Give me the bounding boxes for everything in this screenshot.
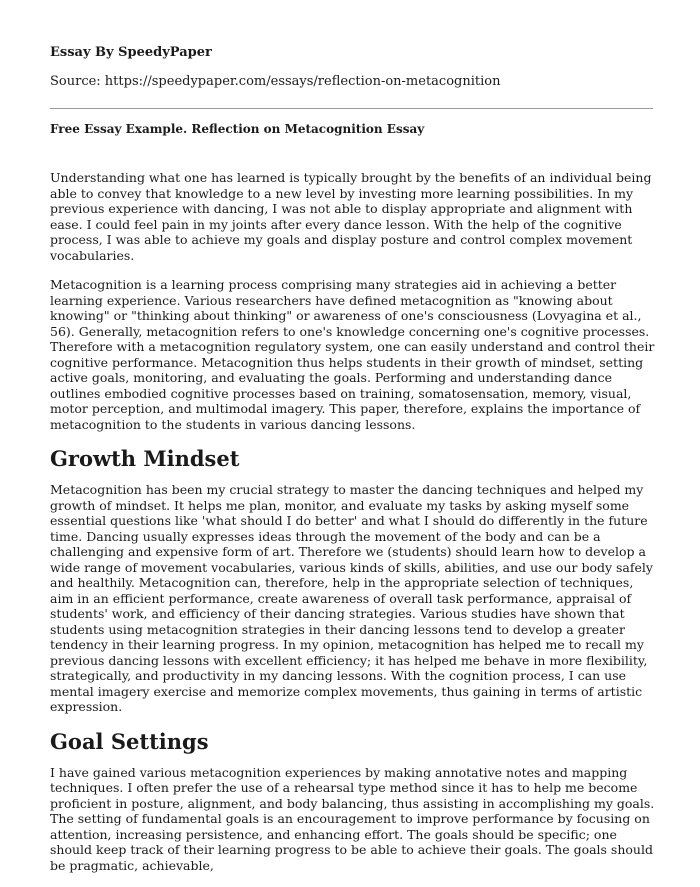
section-heading-goal-settings: Goal Settings [50,728,209,754]
intro-paragraph-2: Metacognition is a learning process comprising many strategies aid in achieving a better learning experience. Various researchers have defined metacognition as "knowing about knowing" or "thinking about thinking" or awareness of one's consciousness (Lovyagina et al., 56). Generally, metacognition refers to one's knowledge concerning one's cognitive processes. Therefore with a metacognition regulatory system, one can easily understand and control their cognitive performance. Metacognition thus helps students in their growth of mindset, setting active goals, monitoring, and evaluating the goals. Performing and understanding dance outlines embodied cognitive processes based on training, somatosensation, memory, visual, motor perception, and multimodal imagery. This paper, therefore, explains the importance of metacognition to the students in various dancing lessons. [50,277,655,432]
essay-title: Free Essay Example. Reflection on Metacognition Essay [50,122,425,136]
intro-paragraph-1: Understanding what one has learned is typically brought by the benefits of an individual being able to convey that knowledge to a new level by investing more learning possibilities. In my previous experience with dancing, I was not able to display appropriate and alignment with ease. I could feel pain in my joints after every dance lesson. With the help of the cognitive process, I was able to achieve my goals and display posture and control complex movement vocabularies. [50,170,652,263]
source-url: Source: https://speedypaper.com/essays/reflection-on-metacognition [50,74,501,89]
essay-body [50,170,656,887]
section-heading-growth-mindset: Growth Mindset [50,446,240,471]
growth-mindset-paragraph: Metacognition has been my crucial strategy to master the dancing techniques and helped my growth of mindset. It helps me plan, monitor, and evaluate my tasks by asking myself some essential questions like 'what should I do better' and what I should do differently in the future time. Dancing usually expresses ideas through the movement of the body and can be a challenging and expensive form of art. Therefore we (students) should learn how to develop a wide range of movement vocabularies, various kinds of skills, abilities, and use our body safely and healthily. Metacognition can, therefore, help in the appropriate selection of techniques, aim in an efficient performance, create awareness of overall task performance, appraisal of students' work, and efficiency of their dancing strategies. Various studies have shown that students using metacognition strategies in their dancing lessons tend to develop a greater tendency in their learning progress. In my opinion, metacognition has helped me to recall my previous dancing lessons with excellent efficiency; it has helped me behave in more flexibility, strategically, and productivity in my dancing lessons. With the cognition process, I can use mental imagery exercise and memorize complex movements, thus gaining in terms of artistic expression. [50,482,653,714]
goal-settings-paragraph: I have gained various metacognition experiences by making annotative notes and mapping techniques. I often prefer the use of a rehearsal type method since it has to help me become proficient in posture, alignment, and body balancing, thus assisting in accomplishing my goals. The setting of fundamental goals is an encouragement to improve performance by focusing on attention, increasing persistence, and enhancing effort. The goals should be specific; one should keep track of their learning progress to be able to achieve their goals. The goals should be pragmatic, achievable, [50,764,655,873]
header-divider [50,108,653,109]
publisher-title: Essay By SpeedyPaper [50,45,212,60]
